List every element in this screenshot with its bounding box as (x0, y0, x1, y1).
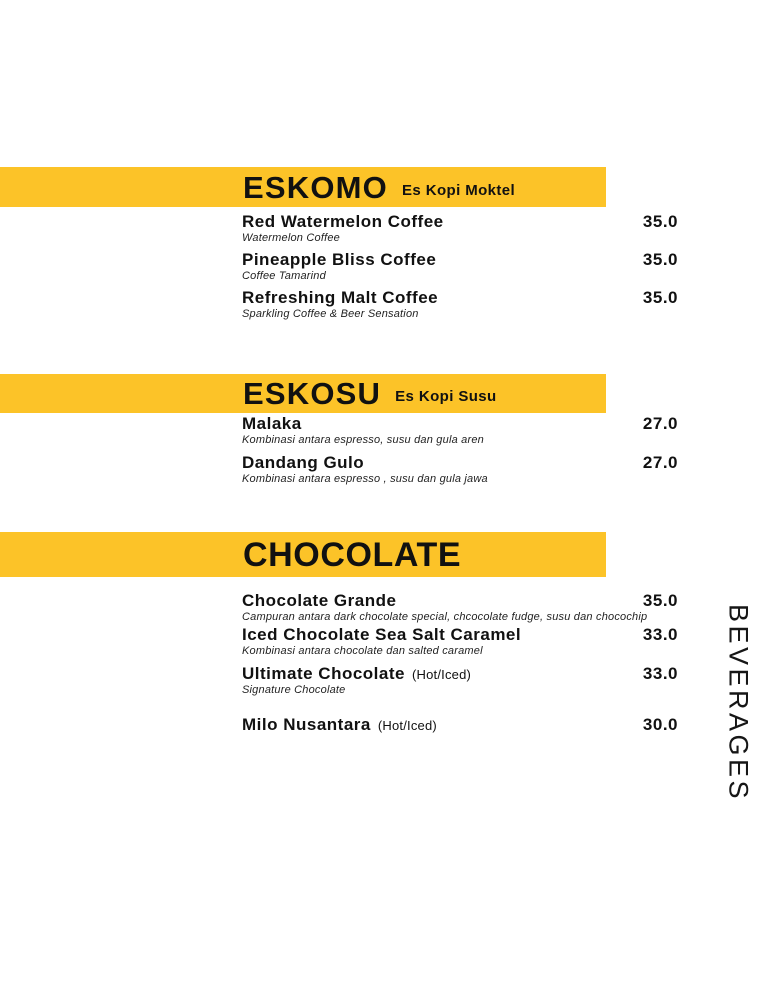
item-name: Red Watermelon Coffee (242, 212, 444, 231)
item-row (242, 288, 678, 308)
item-description: Kombinasi antara espresso , susu dan gula jawa (242, 473, 488, 486)
item-row (242, 625, 678, 645)
section-bar-eskomo (0, 167, 606, 207)
item-suffix: (Hot/Iced) (411, 667, 472, 682)
item-price: 33.0 (642, 664, 678, 683)
item-row (242, 715, 678, 735)
item-name: Chocolate Grande (242, 591, 397, 610)
item-description: Kombinasi antara chocolate dan salted caramel (242, 645, 483, 658)
beverages-side-label: BEVERAGES (723, 604, 754, 803)
item-description: Coffee Tamarind (242, 270, 326, 283)
section-bar-chocolate (0, 532, 606, 577)
item-description: Sparkling Coffee & Beer Sensation (242, 308, 419, 321)
section-title-chocolate: CHOCOLATE (243, 535, 462, 574)
item-name: Iced Chocolate Sea Salt Caramel (242, 625, 522, 644)
item-description: Kombinasi antara espresso, susu dan gula aren (242, 434, 484, 447)
menu-item (242, 414, 678, 448)
item-price: 35.0 (642, 288, 678, 307)
section-subtitle-eskomo: Es Kopi Moktel (402, 181, 516, 199)
menu-item (242, 591, 678, 625)
menu-item (242, 212, 678, 246)
section-title-eskosu: ESKOSU (243, 376, 382, 411)
section-title-eskomo: ESKOMO (243, 169, 388, 205)
item-price: 35.0 (642, 591, 678, 610)
item-name: Pineapple Bliss Coffee (242, 250, 437, 269)
menu-item (242, 715, 678, 735)
item-name: Refreshing Malt Coffee (242, 288, 439, 307)
section-bar-eskosu (0, 374, 606, 413)
item-name: Milo Nusantara (242, 715, 371, 734)
item-price: 33.0 (642, 625, 678, 644)
menu-item (242, 453, 678, 487)
item-price: 27.0 (642, 414, 678, 433)
item-row (242, 414, 678, 434)
menu-item (242, 625, 678, 659)
item-price: 27.0 (642, 453, 678, 472)
menu-item (242, 288, 678, 322)
section-subtitle-eskosu: Es Kopi Susu (395, 388, 497, 405)
item-price: 30.0 (642, 715, 678, 734)
item-description: Campuran antara dark chocolate special, chcocolate fudge, susu dan chocochip (242, 611, 648, 624)
item-name: Ultimate Chocolate (242, 664, 405, 683)
item-row (242, 664, 678, 684)
item-row (242, 250, 678, 270)
item-price: 35.0 (642, 250, 678, 269)
item-row (242, 453, 678, 473)
item-description: Signature Chocolate (242, 684, 346, 697)
item-price: 35.0 (642, 212, 678, 231)
item-suffix: (Hot/Iced) (377, 718, 437, 733)
menu-item (242, 250, 678, 284)
item-row (242, 212, 678, 232)
item-row (242, 591, 678, 611)
item-name: Malaka (242, 414, 302, 433)
item-name: Dandang Gulo (242, 453, 365, 472)
item-description: Watermelon Coffee (242, 232, 340, 245)
menu-item (242, 664, 678, 698)
